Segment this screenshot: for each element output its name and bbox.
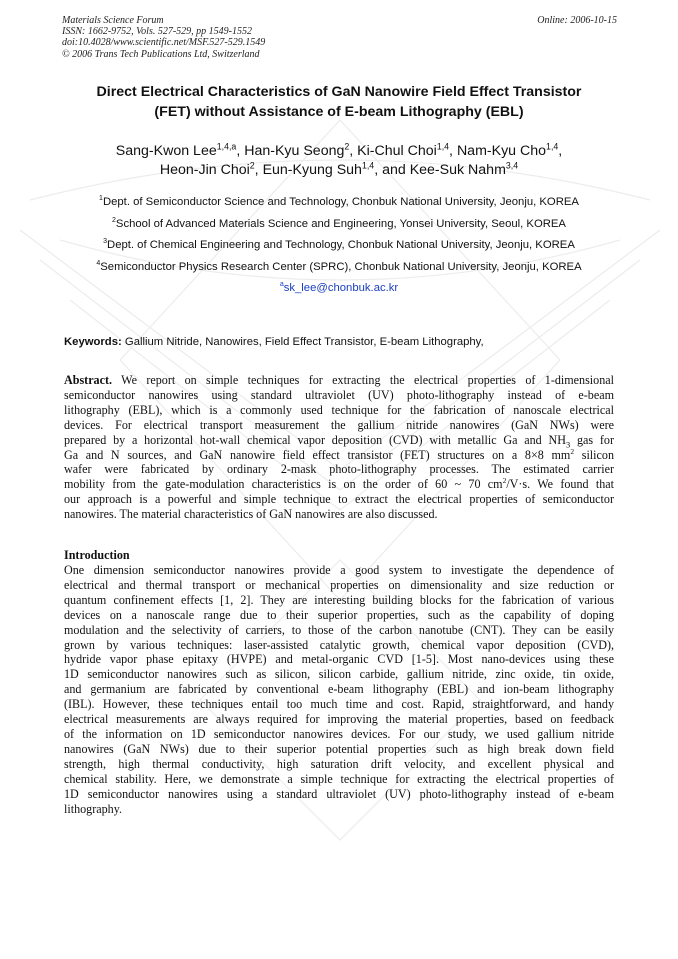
- affiliation-1: [40, 192, 638, 214]
- keywords: [64, 335, 624, 349]
- superscript: 2: [502, 476, 507, 486]
- author-row-1: Sang-Kwon Lee$^{1,4,a}$, Han-Kyu Seong$^2$, Ki-Chul Choi$^{1,4}$, Nam-Kyu Cho$^{1,4}$,: [115, 141, 563, 159]
- intro-line: electrical and thermal transport or mechanical properties on dimensionality and size reduction or: [64, 577, 614, 592]
- abstract-text: gas for: [570, 432, 614, 447]
- author-name: Han-Kyu Seong: [244, 143, 345, 159]
- abstract-text: /V·s. We found that: [506, 477, 614, 492]
- issn-line: ISSN: 1662-9752, Vols. 527-529, pp 1549-1552: [62, 26, 252, 38]
- intro-line: quantum confinement effects [1, 2]. They are interesting building blocks for the fabrication of various: [64, 592, 614, 607]
- author-affil-sup: 3,4: [505, 160, 519, 171]
- doi-line[interactable]: doi:10.4028/www.scientific.net/MSF.527-529.1549: [62, 37, 266, 49]
- author-affil-sup: 1,4: [436, 141, 450, 152]
- abstract-line: semiconductor nanowires using standard ultraviolet (UV) photo-lithography instead of e-beam: [64, 387, 614, 402]
- author-name: Heon-Jin Choi: [159, 162, 250, 178]
- superscript: 2: [570, 446, 575, 456]
- author-name: Sang-Kwon Lee: [115, 143, 217, 159]
- copyright-line: © 2006 Trans Tech Publications Ltd, Switzerland: [62, 48, 260, 60]
- affiliation-4: [40, 257, 638, 279]
- keywords-text: Gallium Nitride, Nanowires, Field Effect Transistor, E-beam Lithography,: [124, 336, 484, 348]
- affiliation-3: [40, 235, 638, 257]
- intro-line: (IBL). However, these techniques entail too much time and cost. Rapid, straightforward, and handy: [64, 697, 614, 712]
- affiliation-sup: 2: [112, 216, 116, 224]
- section-heading-introduction: Introduction: [64, 548, 130, 562]
- abstract-line: lithography (EBL), which is a commonly used technique for the fabrication of nanoscale electrical: [64, 402, 614, 417]
- abstract-line: [64, 373, 614, 388]
- abstract-text: silicon: [574, 447, 614, 462]
- intro-line: devices on a nanoscale range due to their superior properties, such as the capability of doping: [64, 607, 614, 622]
- keywords-label: Keywords:: [64, 336, 122, 348]
- online-date: Online: 2006-10-15: [537, 15, 617, 26]
- intro-line: strength, high thermal conductivity, high saturation drift velocity, and excellent physical and: [64, 756, 614, 771]
- introduction-body: [64, 563, 614, 816]
- paper-title: [40, 82, 638, 122]
- abstract-line: [64, 477, 614, 492]
- intro-line: grown by various techniques: laser-assisted catalytic growth, chemical vapor deposition (CVD),: [64, 637, 614, 652]
- affiliation-sup: 1: [99, 195, 103, 203]
- intro-line: One dimension semiconductor nanowires provide a good system to investigate the dependence of: [64, 563, 614, 577]
- author-affil-sup: 1,4: [546, 141, 559, 152]
- author-name: Ki-Chul Choi: [357, 143, 437, 159]
- abstract-line: our approach is a powerful and simple technique to extract the electrical properties of semiconductor: [64, 492, 614, 507]
- author-name: Kee-Suk Nahm: [409, 162, 506, 178]
- author-name: Nam-Kyu Cho: [456, 143, 547, 159]
- affiliation-text: Dept. of Chemical Engineering and Technology, Chonbuk National University, Jeonju, KOREA: [107, 239, 575, 251]
- abstract-line: [64, 433, 614, 448]
- intro-line: hydride vapor phase epitaxy (HVPE) and metal-organic CVD [1-5]. Most nano-devices using these: [64, 652, 614, 667]
- affiliation-text: Semiconductor Physics Research Center (SPRC), Chonbuk National University, Jeonju, KOREA: [100, 260, 582, 273]
- abstract-text: We report on simple techniques for extracting the electrical properties of 1-dimensional: [121, 373, 614, 387]
- abstract-text: Ga and N sources, and GaN nanowire field effect transistor (FET) structures on a 8×8 mm: [64, 447, 571, 462]
- abstract-text: mobility from the gate-modulation characteristics is on the order of 60 ~ 70 cm: [64, 477, 503, 492]
- intro-line: nanowires (GaN NWs) due to their superior potential properties such as high break down field: [64, 741, 614, 756]
- intro-line: 1D semiconductor nanowires using a standard ultraviolet (UV) photo-lithography instead of e-beam: [64, 786, 614, 801]
- intro-line: 1D semiconductor nanowires such as silicon, silicon carbide, gallium nitride, zinc oxide, tin oxide,: [64, 667, 614, 682]
- affiliation-sup: 4: [96, 259, 101, 267]
- title-line-2: (FET) without Assistance of E-beam Lithography (EBL): [154, 104, 524, 120]
- affiliation-text: Dept. of Semiconductor Science and Technology, Chonbuk National University, Jeonju, KOREA: [102, 196, 579, 208]
- title-line-1: Direct Electrical Characteristics of GaN Nanowire Field Effect Transistor: [96, 84, 582, 100]
- affiliation-text: School of Advanced Materials Science and Engineering, Yonsei University, Seoul, KOREA: [115, 217, 566, 230]
- email-sup: a: [279, 281, 284, 289]
- author-name: Eun-Kyung Suh: [262, 162, 362, 178]
- journal-header: [62, 15, 617, 60]
- abstract-label: Abstract.: [64, 373, 113, 387]
- abstract-line: [64, 448, 614, 463]
- author-row-2: Heon-Jin Choi$^2$, Eun-Kyung Suh$^{1,4}$, and Kee-Suk Nahm$^{3,4}$: [159, 160, 519, 178]
- abstract-line: wafer were fabricated by ordinary 2-mask photo-lithography processes. The estimated carrier: [64, 462, 614, 477]
- abstract-line: nanowires. The material characteristics of GaN nanowires are also discussed.: [64, 507, 438, 522]
- intro-line: electrical measurements are always required for improving the material properties, based on feedback: [64, 712, 614, 727]
- author-affil-sup: 1,4: [361, 160, 375, 171]
- intro-line: modulation and the selectivity of carriers, to those of the carbon nanotube (CNT). They can be easily: [64, 622, 614, 637]
- intro-line: of the information on 1D semiconductor nanowires devices. For our study, we used gallium nitride: [64, 726, 614, 741]
- affiliation-2: [40, 214, 638, 236]
- intro-line: chemical stability. Here, we demonstrate a simple technique for extracting the electrical properties of: [64, 771, 614, 786]
- abstract: [64, 373, 614, 522]
- abstract-line: devices. For electrical transport measurement the gallium nitride nanowires (GaN NWs) were: [64, 417, 614, 432]
- author-list: [40, 142, 638, 180]
- affiliations: [40, 192, 638, 300]
- author-affil-sup: 2: [249, 160, 255, 171]
- affiliation-sup: 3: [103, 238, 108, 246]
- journal-name: Materials Science Forum: [62, 15, 164, 26]
- author-affil-sup: 2: [344, 141, 350, 152]
- author-affil-sup: 1,4,a: [216, 141, 237, 152]
- intro-line: and germanium are fabricated by conventional e-beam lithography (EBL) and ion-beam lithography: [64, 682, 614, 697]
- email-link[interactable]: sk_lee@chonbuk.ac.kr: [283, 282, 399, 294]
- abstract-text: prepared by a horizontal hot-wall chemical vapor deposition (CVD) with metallic Ga and NH: [64, 432, 566, 447]
- author-email[interactable]: [40, 278, 638, 300]
- intro-line: lithography.: [64, 801, 122, 816]
- subscript: 3: [565, 439, 571, 450]
